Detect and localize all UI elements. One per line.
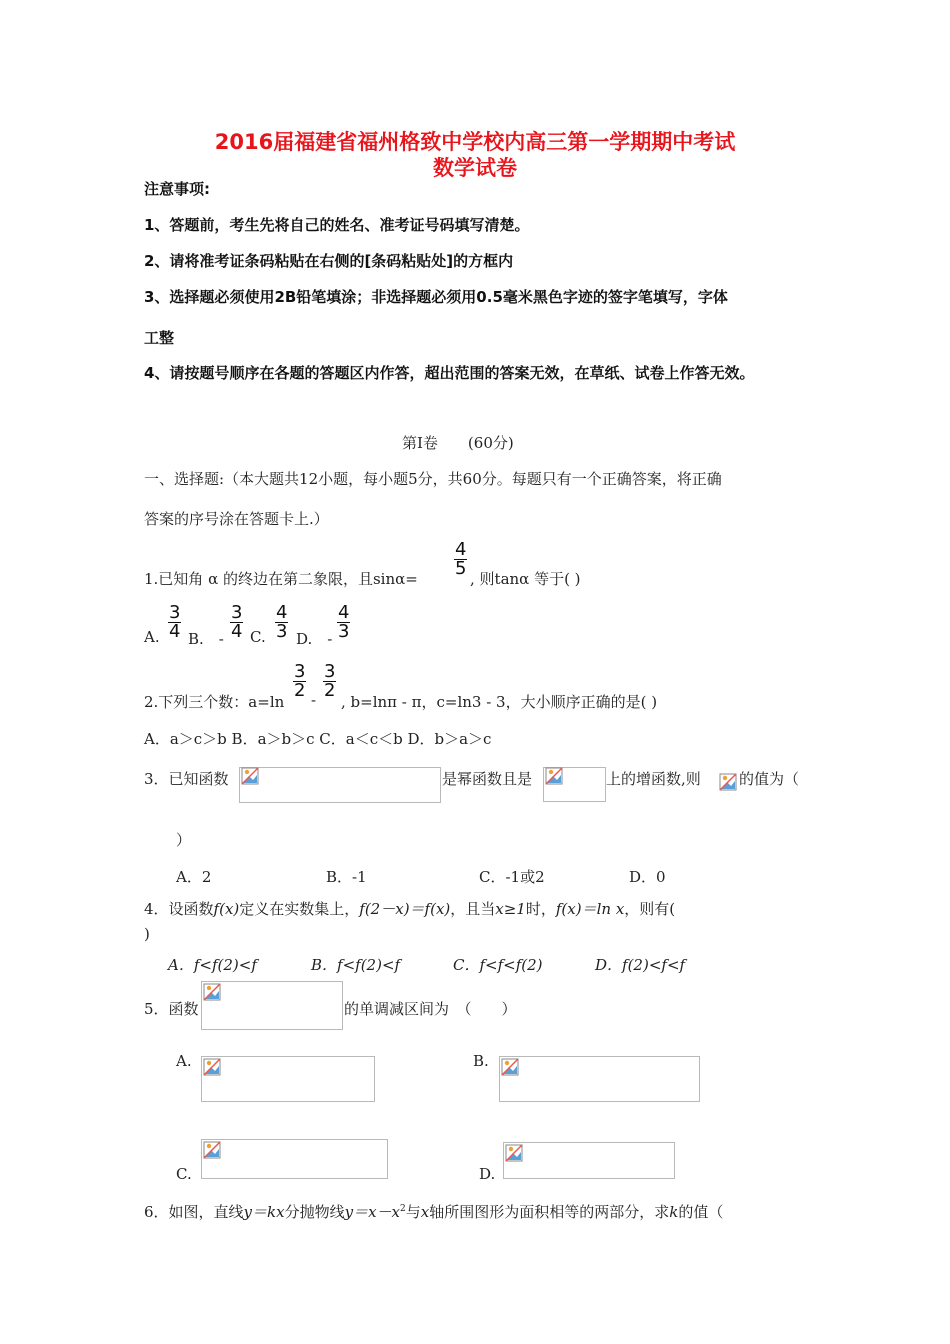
q6-stem: [144, 1201, 723, 1222]
notice-item: 工整: [144, 329, 175, 347]
fraction-denominator: 5: [455, 558, 467, 579]
q6-text: 轴所围图形为面积相等的两部分，求: [429, 1203, 670, 1221]
q3-stem: 3．已知函数: [144, 770, 229, 788]
section-intro: 一、选择题:（本大题共12小题，每小题5分，共60分。每题只有一个正确答案，将正确: [144, 470, 722, 488]
formula-image-box: [201, 1056, 375, 1102]
q6-text: 的值（: [678, 1203, 724, 1221]
q4-text: 4．设函数: [144, 900, 214, 918]
q6-math: y＝kx: [243, 1203, 285, 1221]
q2-minus: -: [311, 691, 317, 709]
q1-option-fraction: [275, 604, 288, 641]
broken-image-icon: [545, 767, 563, 785]
formula-image-box: [239, 767, 441, 803]
notice-heading: 注意事项:: [144, 180, 210, 198]
q4-math: f(x)＝ln x: [555, 900, 625, 918]
exam-subtitle: 数学试卷: [433, 156, 517, 180]
fraction-numerator: 4: [276, 602, 288, 623]
fraction-numerator: 4: [455, 539, 467, 560]
q4-math: f(x): [213, 900, 240, 918]
q6-exponent: 2: [400, 1204, 406, 1214]
fraction-denominator: 2: [294, 680, 306, 701]
q3-close-paren: ）: [176, 831, 192, 849]
q1-option-label: D. -: [296, 630, 333, 648]
notice-item: 3、选择题必须使用2B铅笔填涂；非选择题必须用0.5毫米黑色字迹的签字笔填写，字体: [144, 288, 728, 306]
exam-title: 2016届福建省福州格致中学校内高三第一学期期中考试: [214, 130, 736, 154]
fraction-numerator: 3: [231, 602, 243, 623]
q5-option-label: B.: [473, 1052, 489, 1070]
q4-option: A．f<f(2)<f: [168, 956, 257, 974]
q1-stem: 1.已知角 α 的终边在第二象限，且sinα=: [144, 570, 418, 588]
q4-text: ，且当: [450, 900, 496, 918]
fraction-denominator: 3: [276, 621, 288, 642]
q6-text: 分抛物线: [284, 1203, 345, 1221]
q1-option-label: C.: [250, 628, 266, 646]
formula-image-box: [503, 1142, 675, 1179]
q1-stem-tail: , 则tanα 等于( ): [470, 570, 581, 588]
q4-close-paren: ): [144, 925, 150, 943]
section-intro: 答案的序号涂在答题卡上.）: [144, 510, 329, 528]
broken-image-icon: [203, 1058, 221, 1076]
broken-image-icon: [203, 1141, 221, 1159]
fraction-denominator: 4: [169, 621, 181, 642]
q5-option-label: C.: [176, 1165, 192, 1183]
q3-option: C．-1或2: [479, 868, 545, 886]
q1-option-label: B. -: [188, 630, 224, 648]
notice-item: 2、请将准考证条码粘贴在右侧的[条码粘贴处]的方框内: [144, 252, 514, 270]
q5-option-label: A.: [176, 1052, 192, 1070]
q6-text: 6．如图，直线: [144, 1203, 244, 1221]
q4-stem: [144, 898, 675, 919]
q3-stem: 上的增函数,则: [606, 770, 701, 788]
q3-stem: 的值为（: [739, 770, 800, 788]
q1-option-fraction: [230, 604, 243, 641]
formula-image-box: [201, 1139, 388, 1179]
fraction-numerator: 3: [324, 661, 336, 682]
notice-item: 1、答题前，考生先将自己的姓名、准考证号码填写清楚。: [144, 216, 530, 234]
q6-text: 与: [405, 1203, 421, 1221]
formula-image-box: [499, 1056, 700, 1102]
q6-math: k: [669, 1203, 679, 1221]
q4-option: C．f<f<f(2): [453, 956, 543, 974]
q2-stem: 2.下列三个数：a=ln: [144, 693, 285, 711]
formula-image-box: [201, 981, 343, 1030]
fraction-denominator: 4: [231, 621, 243, 642]
q5-stem: 5．函数: [144, 1000, 199, 1018]
q3-option: D．0: [629, 868, 666, 886]
q4-text: 定义在实数集上，: [239, 900, 360, 918]
q5-stem-tail: 的单调减区间为 （ ）: [344, 1000, 517, 1018]
q1-option-fraction: [337, 604, 350, 641]
fraction-numerator: 4: [338, 602, 350, 623]
q4-text: ，则有(: [624, 900, 676, 918]
q1-fraction: [454, 541, 467, 578]
q6-math: y＝x－x: [344, 1203, 400, 1221]
q4-math: x≥1: [495, 900, 526, 918]
q4-text: 时，: [525, 900, 556, 918]
broken-image-icon: [241, 767, 259, 785]
q1-option-label: A.: [144, 628, 160, 646]
q2-options: A．a＞c＞b B．a＞b＞c C．a＜c＜b D．b＞a＞c: [144, 730, 492, 748]
q2-fraction: [293, 663, 306, 700]
q2-fraction: [323, 663, 336, 700]
q5-option-label: D.: [479, 1165, 496, 1183]
q3-option: B．-1: [326, 868, 367, 886]
notice-item: 4、请按题号顺序在各题的答题区内作答，超出范围的答案无效，在草纸、试卷上作答无效。: [144, 364, 755, 382]
fraction-numerator: 3: [169, 602, 181, 623]
broken-image-icon: [203, 983, 221, 1001]
fraction-numerator: 3: [294, 661, 306, 682]
q1-option-fraction: [168, 604, 181, 641]
q4-option: D．f(2)<f<f: [595, 956, 686, 974]
fraction-denominator: 2: [324, 680, 336, 701]
fraction-denominator: 3: [338, 621, 350, 642]
broken-image-icon: [501, 1058, 519, 1076]
q6-math: x: [420, 1203, 430, 1221]
q2-stem-tail: , b=lnπ - π，c=ln3 - 3，大小顺序正确的是( ): [341, 693, 658, 711]
broken-image-icon: [505, 1144, 523, 1162]
q4-math: f(2－x)＝f(x): [359, 900, 451, 918]
q3-option: A．2: [176, 868, 212, 886]
q3-stem: 是幂函数且是: [442, 770, 533, 788]
section-heading: 第Ⅰ卷 (60分): [402, 434, 514, 452]
broken-image-icon: [719, 773, 737, 791]
q4-option: B．f<f(2)<f: [311, 956, 401, 974]
